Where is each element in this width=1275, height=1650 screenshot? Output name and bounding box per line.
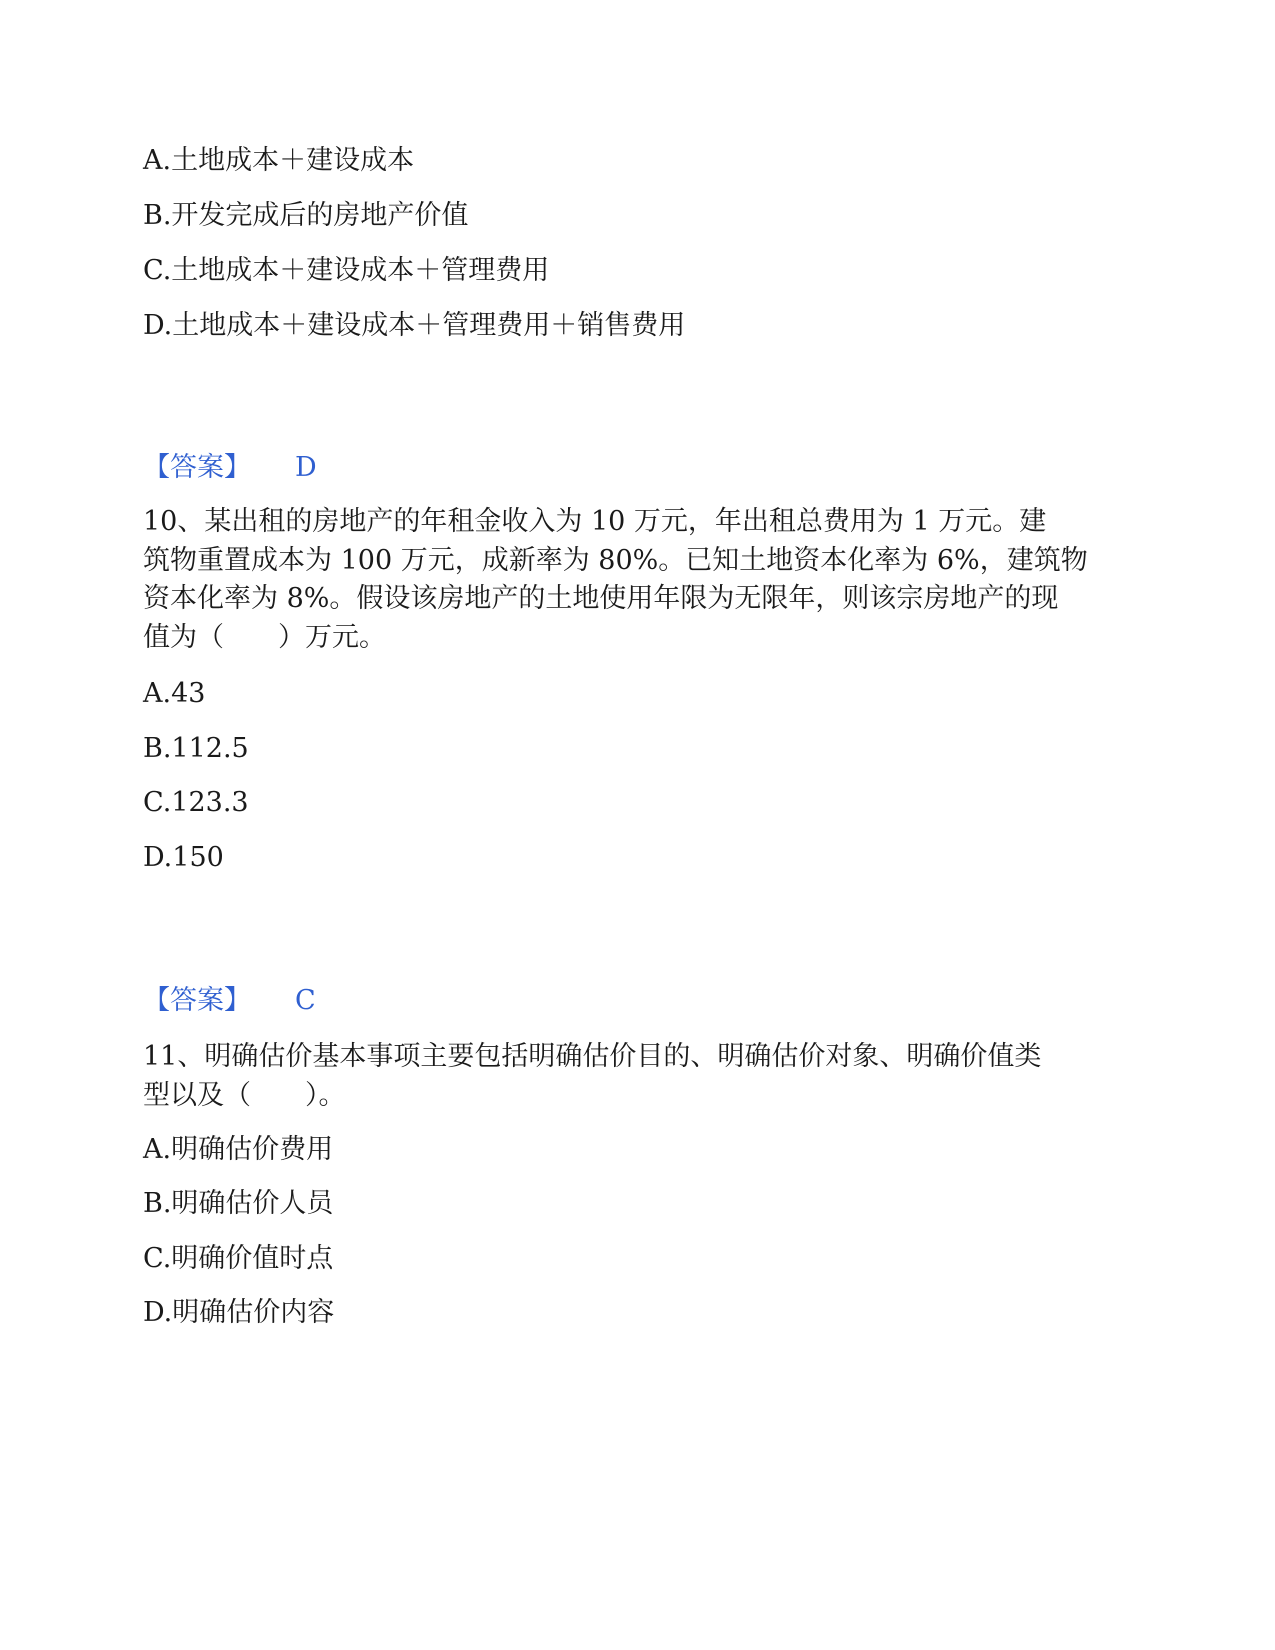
answer-value: C: [295, 985, 316, 1016]
question-11-options: [143, 1123, 1215, 1340]
option-d: D.明确估价内容: [143, 1296, 335, 1328]
stem-line: 筑物重置成本为 100 万元，成新率为 80%。已知土地资本化率为 6%，建筑物: [143, 544, 1088, 576]
answer-9: [143, 449, 1215, 487]
option-b: B.明确估价人员: [143, 1188, 334, 1220]
stem-line: 值为（ ）万元。: [143, 622, 386, 654]
option-c: C.土地成本＋建设成本＋管理费用: [143, 255, 550, 286]
answer-label: 【答案】: [143, 452, 251, 483]
option-a: A.明确估价费用: [143, 1134, 334, 1165]
stem-line: 10、某出租的房地产的年租金收入为 10 万元，年出租总费用为 1 万元。建: [143, 506, 1047, 537]
option-d: D.150: [143, 842, 224, 874]
option-a: A.43: [143, 678, 206, 709]
question-9-options: [143, 133, 1215, 353]
question-10-options: [143, 667, 1215, 886]
option-c: C.明确价值时点: [143, 1242, 334, 1274]
option-b: B.开发完成后的房地产价值: [143, 200, 469, 231]
stem-line: 11、明确估价基本事项主要包括明确估价目的、明确估价对象、明确价值类: [143, 1041, 1042, 1072]
option-d: D.土地成本＋建设成本＋管理费用＋销售费用: [143, 310, 686, 341]
answer-10: [143, 982, 1215, 1020]
option-b: B.112.5: [143, 732, 249, 764]
answer-label: 【答案】: [143, 985, 251, 1016]
stem-line: 资本化率为 8%。假设该房地产的土地使用年限为无限年，则该宗房地产的现: [143, 583, 1059, 615]
question-10-stem: [143, 503, 1215, 658]
option-a: A.土地成本＋建设成本: [143, 145, 415, 176]
question-11-stem: [143, 1037, 1215, 1115]
stem-line: 型以及（ ）。: [143, 1080, 346, 1111]
answer-value: D: [295, 452, 317, 483]
option-c: C.123.3: [143, 787, 249, 819]
